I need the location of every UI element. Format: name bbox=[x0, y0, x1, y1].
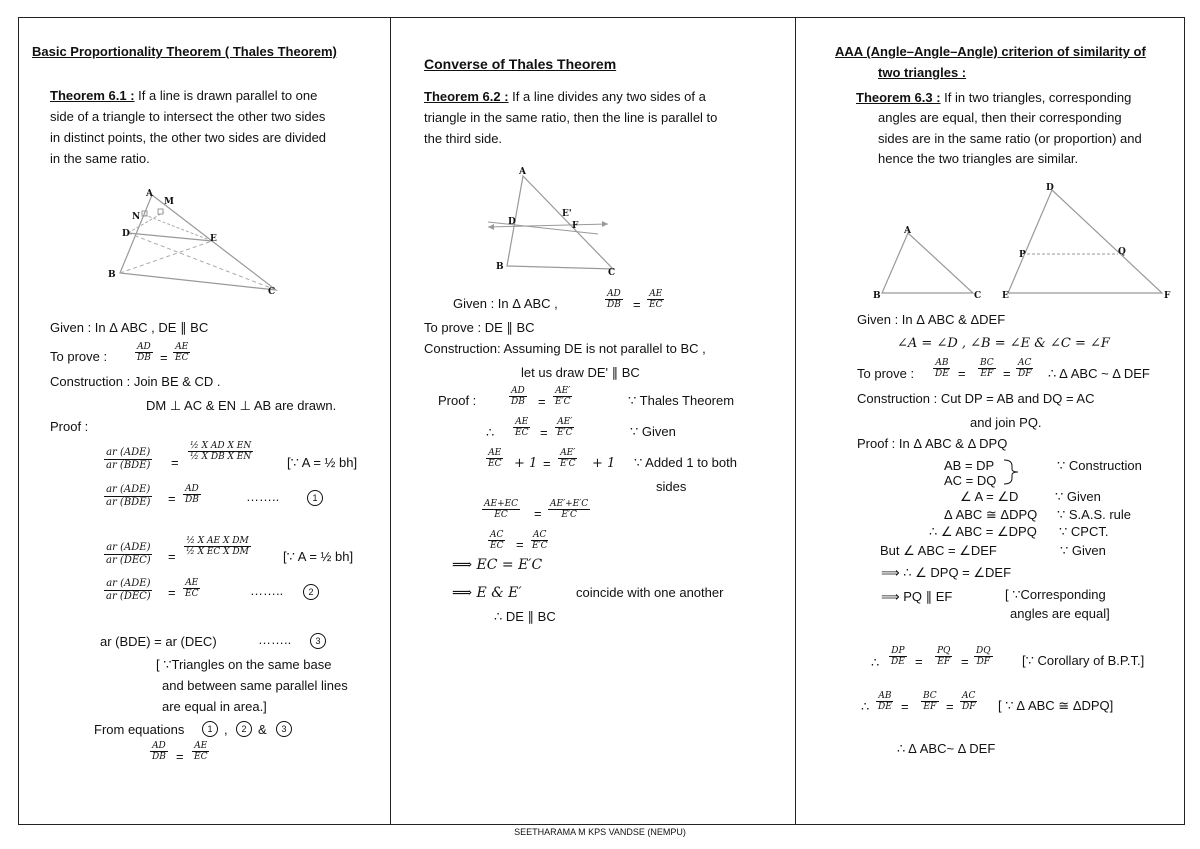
equals-sign: = bbox=[633, 297, 641, 312]
fraction: $\frac{AC}{EC}$ bbox=[490, 530, 504, 552]
equals-sign: = bbox=[1003, 366, 1011, 381]
converse-construction: Construction: Assuming DE is not parallel to BC , bbox=[424, 341, 706, 356]
theorem-text: hence the two triangles are similar. bbox=[878, 151, 1079, 166]
theorem-text: the third side. bbox=[424, 131, 503, 146]
ellipsis: …….. bbox=[246, 489, 280, 504]
proof-step: ∠ A = ∠D bbox=[960, 489, 1019, 504]
reason-text: [ ∵Triangles on the same base bbox=[156, 657, 332, 672]
proof-step: AB = DP bbox=[944, 458, 995, 473]
equals-sign: = bbox=[516, 537, 524, 552]
equals-sign: = bbox=[168, 585, 176, 600]
equation-number-3: 3 bbox=[276, 721, 292, 737]
svg-text:N: N bbox=[132, 212, 141, 222]
fraction: $\frac{AE+EC}{EC}$ bbox=[484, 499, 519, 521]
equals-sign: = bbox=[534, 506, 542, 521]
svg-text:P: P bbox=[1019, 250, 1026, 260]
reason-text: ∵ Added 1 to both bbox=[634, 455, 737, 470]
converse-conclusion: ∴ DE ∥ BC bbox=[494, 609, 556, 624]
aaa-construction: Construction : Cut DP = AB and DQ = AC bbox=[857, 391, 1095, 406]
fraction: $\frac{AD}{DB}$ bbox=[511, 386, 525, 408]
theorem-label: Theorem 6.3 : bbox=[856, 90, 941, 105]
page-footer: SEETHARAMA M KPS VANDSE (NEMPU) bbox=[514, 827, 686, 837]
therefore-sign: ∴ bbox=[871, 655, 880, 670]
bpt-given: Given : In Δ ABC , DE ∥ BC bbox=[50, 320, 209, 335]
implies-ec: ⟹ EC = E′C bbox=[452, 557, 543, 573]
fraction: $\frac{AE}{EC}$ bbox=[488, 448, 502, 470]
equals-sign: = bbox=[540, 425, 548, 440]
fraction: $\frac{DP}{DE}$ bbox=[891, 646, 905, 668]
fraction: $\frac{BC}{EF}$ bbox=[980, 358, 994, 380]
fraction: ar (ADE) ar (DEC) bbox=[106, 578, 151, 602]
proof-reason: ∵ CPCT. bbox=[1059, 524, 1109, 539]
column-divider bbox=[795, 17, 796, 825]
fraction: $\frac{AB}{DE}$ bbox=[878, 691, 892, 713]
proof-step: AC = DQ bbox=[944, 473, 997, 488]
reason-text: and between same parallel lines bbox=[162, 678, 348, 693]
svg-text:C: C bbox=[608, 268, 616, 278]
svg-text:E': E' bbox=[562, 209, 572, 219]
converse-given: Given : In Δ ABC , bbox=[453, 296, 558, 311]
reason-text: ∵ Given bbox=[630, 424, 676, 439]
equals-sign: = bbox=[946, 699, 954, 714]
reason-text: ∵ Thales Theorem bbox=[628, 393, 735, 408]
brace-icon bbox=[1002, 458, 1022, 486]
area-equation: ar (BDE) = ar (DEC) bbox=[100, 634, 217, 649]
ellipsis: …….. bbox=[258, 632, 292, 647]
svg-text:Q: Q bbox=[1118, 247, 1126, 257]
theorem-text: If a line divides any two sides of a bbox=[512, 89, 706, 104]
coincide-text: coincide with one another bbox=[576, 585, 724, 600]
proof-reason: ∵ Given bbox=[1060, 543, 1106, 558]
theorem-6-2-line bbox=[424, 89, 706, 105]
equation-number-2: 2 bbox=[303, 584, 319, 600]
theorem-text: in distinct points, the other two sides are divided bbox=[50, 130, 327, 145]
equals-sign: = bbox=[171, 455, 179, 470]
fraction: $\frac{DQ}{DF}$ bbox=[976, 646, 991, 668]
bpt-construction: Construction : Join BE & CD . bbox=[50, 374, 221, 389]
equals-sign: = bbox=[901, 699, 909, 714]
theorem-text: angles are equal, then their corresponding bbox=[878, 110, 1122, 125]
equals-sign: = bbox=[915, 654, 923, 669]
svg-text:C: C bbox=[974, 291, 982, 301]
equals-sign: = bbox=[176, 749, 184, 764]
theorem-6-3-line bbox=[856, 90, 1131, 106]
fraction: $\frac{\text{½ X AD X EN}}{\text{½ X DB X EN}}$ bbox=[190, 441, 252, 463]
reason-text: angles are equal] bbox=[1010, 606, 1110, 621]
fraction: $\frac{PQ}{EF}$ bbox=[937, 646, 951, 668]
converse-triangle-figure bbox=[482, 164, 632, 279]
svg-text:D: D bbox=[122, 229, 130, 239]
implies-parallel: ⟹ PQ ∥ EF bbox=[881, 589, 953, 604]
fraction: $\frac{AE}{EC}$ bbox=[194, 741, 208, 763]
fraction: ar (ADE) ar (DEC) bbox=[106, 542, 151, 566]
equation-number-1: 1 bbox=[307, 490, 323, 506]
theorem-text: in the same ratio. bbox=[50, 151, 150, 166]
equals-sign: = bbox=[168, 549, 176, 564]
equals-sign: = bbox=[538, 394, 546, 409]
proof-step: ∴ ∠ ABC = ∠DPQ bbox=[929, 524, 1037, 539]
proof-reason: ∵ Construction bbox=[1057, 458, 1142, 473]
equation-number-3: 3 bbox=[310, 633, 326, 649]
reason-text: [ ∵ Δ ABC ≅ ΔDPQ] bbox=[998, 698, 1114, 713]
converse-to-prove: To prove : DE ∥ BC bbox=[424, 320, 535, 335]
fraction: $\frac{AC}{DF}$ bbox=[962, 691, 976, 713]
therefore-sign: ∴ bbox=[486, 425, 495, 440]
svg-text:D: D bbox=[508, 217, 516, 227]
implies-e-coincide: ⟹ E & E′ bbox=[452, 585, 522, 601]
column-divider bbox=[390, 17, 391, 825]
theorem-text: If in two triangles, corresponding bbox=[944, 90, 1132, 105]
aaa-proof: Proof : In Δ ABC & Δ DPQ bbox=[857, 436, 1008, 451]
implies-angle: ⟹ ∴ ∠ DPQ = ∠DEF bbox=[881, 565, 1012, 580]
aaa-construction2: and join PQ. bbox=[970, 415, 1042, 430]
theorem-6-1-line bbox=[50, 88, 317, 104]
fraction: $\frac{AE}{EC}$ bbox=[175, 342, 189, 364]
reason-text: are equal in area.] bbox=[162, 699, 267, 714]
svg-text:F: F bbox=[572, 221, 579, 231]
equals-sign: = bbox=[543, 456, 551, 471]
bpt-heading: Basic Proportionality Theorem ( Thales Theorem) bbox=[32, 44, 337, 59]
proof-reason: ∵ S.A.S. rule bbox=[1057, 507, 1132, 522]
reason-text: [∵ A = ½ bh] bbox=[283, 549, 354, 564]
svg-text:E: E bbox=[210, 234, 217, 244]
svg-text:M: M bbox=[164, 197, 174, 207]
theorem-text: side of a triangle to intersect the other two sides bbox=[50, 109, 326, 124]
ampersand: & bbox=[258, 722, 267, 737]
theorem-label: Theorem 6.1 : bbox=[50, 88, 135, 103]
aaa-heading: two triangles : bbox=[878, 65, 967, 80]
fraction: $\frac{AC}{E'C}$ bbox=[532, 530, 548, 552]
proof-step: But ∠ ABC = ∠DEF bbox=[880, 543, 997, 558]
fraction: $\frac{AC}{DF}$ bbox=[1018, 358, 1032, 380]
fraction: ar (ADE) ar (BDE) bbox=[106, 447, 151, 471]
fraction: ar (ADE) ar (BDE) bbox=[106, 484, 151, 508]
fraction: $\frac{AD}{DB}$ bbox=[607, 289, 621, 311]
plus-one: + 1 bbox=[592, 456, 616, 471]
bpt-triangle-figure bbox=[100, 185, 290, 300]
theorem-text: If a line is drawn parallel to one bbox=[138, 88, 318, 103]
fraction: $\frac{AE'}{E'C}$ bbox=[555, 386, 571, 408]
therefore-sign: ∴ bbox=[861, 699, 870, 714]
fraction: $\frac{AE}{EC}$ bbox=[515, 417, 529, 439]
aaa-angles: ∠A = ∠D , ∠B = ∠E & ∠C = ∠F bbox=[897, 336, 1110, 351]
fraction: $\frac{AE'+E'C}{E'C}$ bbox=[550, 499, 589, 521]
reason-text: [ ∵Corresponding bbox=[1005, 587, 1106, 602]
svg-text:B: B bbox=[873, 291, 881, 301]
theorem-text: sides are in the same ratio (or proportion) and bbox=[878, 131, 1142, 146]
comma: , bbox=[224, 722, 228, 737]
svg-text:A: A bbox=[904, 226, 911, 236]
equation-number-2: 2 bbox=[236, 721, 252, 737]
reason-text: [∵ A = ½ bh] bbox=[287, 455, 358, 470]
aaa-conclusion: ∴ Δ ABC~ Δ DEF bbox=[897, 741, 996, 756]
fraction: $\frac{AE'}{E'C}$ bbox=[560, 448, 576, 470]
svg-text:C: C bbox=[268, 287, 276, 297]
proof-reason: ∵ Given bbox=[1055, 489, 1101, 504]
equation-number-1: 1 bbox=[202, 721, 218, 737]
proof-step: Δ ABC ≅ ΔDPQ bbox=[944, 507, 1038, 522]
from-equations: From equations bbox=[94, 722, 185, 737]
fraction: $\frac{AD}{DB}$ bbox=[152, 741, 166, 763]
svg-text:D: D bbox=[1046, 183, 1054, 193]
aaa-heading: AAA (Angle–Angle–Angle) criterion of similarity of bbox=[835, 44, 1146, 59]
fraction: $\frac{\text{½ X AE X DM}}{\text{½ X EC X DM}}$ bbox=[186, 536, 249, 558]
reason-text: sides bbox=[656, 479, 687, 494]
aaa-triangles-figure bbox=[870, 178, 1180, 303]
bpt-construction2: DM ⊥ AC & EN ⊥ AB are drawn. bbox=[146, 398, 337, 413]
svg-text:B: B bbox=[496, 262, 504, 272]
proof-label: Proof : bbox=[438, 393, 477, 408]
equals-sign: = bbox=[168, 491, 176, 506]
to-prove-tail: ∴ Δ ABC ~ Δ DEF bbox=[1048, 366, 1150, 381]
fraction: $\frac{AD}{DB}$ bbox=[185, 484, 199, 506]
equals-sign: = bbox=[958, 366, 966, 381]
converse-heading: Converse of Thales Theorem bbox=[424, 56, 617, 72]
equals-sign: = bbox=[160, 350, 168, 365]
fraction: $\frac{AE'}{E'C}$ bbox=[557, 417, 573, 439]
proof-label: Proof : bbox=[50, 419, 89, 434]
fraction: $\frac{BC}{EF}$ bbox=[923, 691, 937, 713]
fraction: $\frac{AB}{DE}$ bbox=[935, 358, 949, 380]
fraction: $\frac{AD}{DB}$ bbox=[137, 342, 151, 364]
theorem-text: triangle in the same ratio, then the line is parallel to bbox=[424, 110, 718, 125]
plus-one: + 1 bbox=[514, 456, 538, 471]
svg-text:F: F bbox=[1164, 291, 1171, 301]
svg-text:A: A bbox=[519, 167, 526, 177]
svg-text:A: A bbox=[146, 189, 153, 199]
theorem-label: Theorem 6.2 : bbox=[424, 89, 509, 104]
svg-text:E: E bbox=[1002, 291, 1009, 301]
svg-text:B: B bbox=[108, 270, 116, 280]
ellipsis: …….. bbox=[250, 583, 284, 598]
reason-text: [∵ Corollary of B.P.T.] bbox=[1022, 653, 1145, 668]
fraction: $\frac{AE}{EC}$ bbox=[185, 578, 199, 600]
to-prove-label: To prove : bbox=[857, 366, 915, 381]
converse-construction2: let us draw DE' ∥ BC bbox=[521, 365, 640, 380]
equals-sign: = bbox=[961, 654, 969, 669]
to-prove-label: To prove : bbox=[50, 349, 108, 364]
aaa-given: Given : In Δ ABC & ΔDEF bbox=[857, 312, 1006, 327]
fraction: $\frac{AE}{EC}$ bbox=[649, 289, 663, 311]
